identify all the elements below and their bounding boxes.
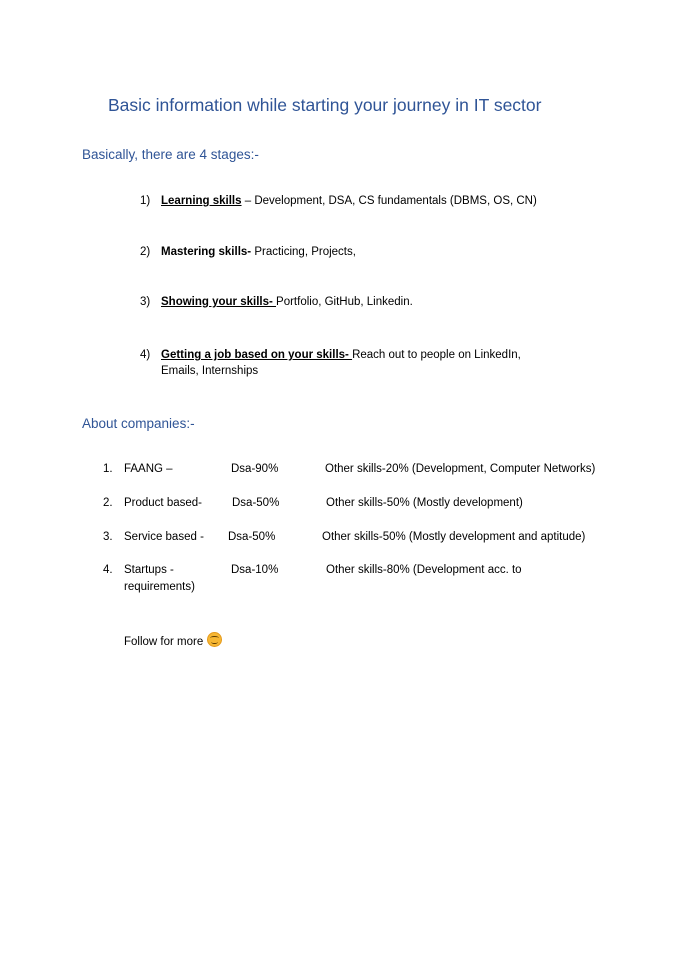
stage-item (140, 294, 580, 310)
stage-number: 1) (140, 195, 151, 207)
company-number: 4. (103, 564, 113, 576)
stage-item (140, 244, 580, 260)
stage-label: Getting a job based on your skills- (161, 349, 353, 361)
stage-description: Practicing, Projects, (254, 246, 356, 258)
company-other-skills: Other skills-50% (Mostly development and aptitude) (322, 531, 586, 543)
document-title: Basic information while starting your journey in IT sector (108, 95, 542, 115)
follow-line (124, 632, 222, 648)
follow-text: Follow for more (124, 636, 204, 648)
company-type: Service based - (124, 531, 204, 543)
company-number: 2. (103, 497, 113, 509)
stage-separator: – (241, 195, 255, 207)
company-number: 1. (103, 463, 113, 475)
company-dsa: Dsa-50% (228, 531, 276, 543)
company-type: FAANG – (124, 463, 173, 475)
company-dsa: Dsa-50% (232, 497, 280, 509)
stage-item (140, 347, 550, 379)
companies-heading: About companies:- (82, 416, 195, 431)
stage-number: 3) (140, 296, 151, 308)
smiling-face-icon (207, 632, 222, 647)
stages-heading: Basically, there are 4 stages:- (82, 147, 259, 162)
company-type: Product based- (124, 497, 202, 509)
company-dsa: Dsa-10% (231, 564, 279, 576)
stage-item (140, 193, 580, 209)
stage-label: Learning skills (161, 195, 242, 207)
company-other-skills: Other skills-80% (Development acc. to (326, 564, 522, 576)
company-other-skills: Other skills-20% (Development, Computer Networks) (325, 463, 596, 475)
company-other-skills-continued: requirements) (124, 581, 195, 593)
company-number: 3. (103, 531, 113, 543)
stage-number: 2) (140, 246, 151, 258)
stage-label: Mastering skills- (161, 246, 252, 258)
company-type: Startups - (124, 564, 174, 576)
stage-number: 4) (140, 349, 151, 361)
company-dsa: Dsa-90% (231, 463, 279, 475)
stage-label: Showing your skills- (161, 296, 277, 308)
stage-description: Portfolio, GitHub, Linkedin. (276, 296, 413, 308)
stage-description: Development, DSA, CS fundamentals (DBMS, OS, CN) (254, 195, 537, 207)
stage-description: Reach out to people on LinkedIn, Emails, Internships (161, 349, 521, 377)
company-other-skills: Other skills-50% (Mostly development) (326, 497, 523, 509)
